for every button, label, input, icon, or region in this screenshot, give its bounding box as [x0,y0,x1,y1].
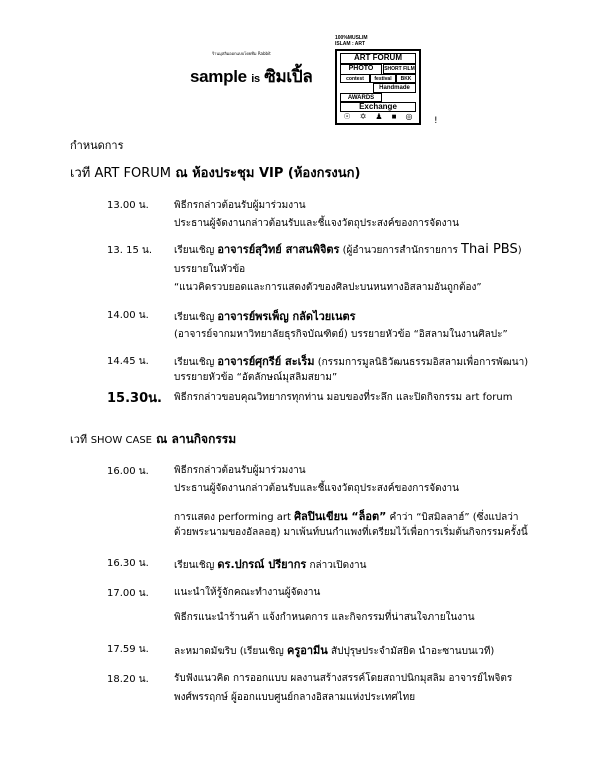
line-text: เรียนเชิญ [174,245,218,256]
stage2-name: SHOW CASE [90,435,152,446]
logo-bkk-cell: BKK [396,74,416,83]
time-label: 14.45 น. [107,356,149,367]
logo-box-top [335,35,421,49]
line-text: (ผู้อำนวยการสำนักรายการ [339,245,462,256]
time-label: 17.00 น. [107,588,149,599]
schedule-line [174,240,522,258]
schedule-line: บรรยายในหัวข้อ [174,264,246,275]
people-icon: ☉ [343,112,351,121]
schedule-heading: กำหนดการ [70,139,124,152]
exclaim-mark: ! [434,116,438,126]
line-text: เรียนเชิญ [174,312,218,323]
speaker-name: ดร.ปกรณ์ ปรียากร [217,558,307,571]
schedule-line: ด้วยพระนามของอัลลอฮฺ) มาเพ้นท์บนกำแพงที่เตรียมไว้เพื่อการเริ่มต้นกิจกรรมครั้งนี้ [174,527,528,538]
speaker-name: อาจารย์ศุกรีย์ สะเร็ม [217,355,315,368]
schedule-line: ประธานผู้จัดงานกล่าวต้อนรับและชี้แจงวัตถุประสงค์ของการจัดงาน [174,483,459,494]
time-label: 15.30น. [107,391,162,406]
stage2-prefix: เวที [70,433,91,446]
line-text: ) [517,245,522,256]
schedule-line [174,307,356,325]
globe-icon: ◎ [405,112,413,121]
speaker-name: อาจารย์สุวิทย์ สาสนพิจิตร [217,243,340,256]
logo-thai-text: ซิมเปิ้ล [264,67,313,86]
artist-name: ศิลปินเขียน “ล็อต” [294,510,387,523]
logo-box-top-line2: ISLAM : ART [335,41,366,47]
logo-is-text: is [251,73,260,85]
star-icon: ✡ [359,112,367,121]
time-label: 17.59 น. [107,644,149,655]
time-label: 16.30 น. [107,558,149,569]
logo-short-film-cell: SHORT FILM [384,66,415,72]
logo-handmade-cell: Handmade [373,83,416,93]
stage2-title [70,430,236,449]
logo-wordmark [190,63,313,90]
line-text: การแสดง performing art [174,512,295,523]
stage2-place: ณ ลานกิจกรรม [151,432,237,446]
line-text: (กรรมการมูลนิธิวัฒนธรรมอิสลามเพื่อการพัฒนา) [314,357,529,368]
time-label: 18.20 น. [107,674,149,685]
logo-festival-cell: festival [370,74,396,83]
speaker-name: ครูอามีน [287,644,328,657]
logo-photo-cell: PHOTO [340,64,382,75]
schedule-line [174,507,519,525]
art-forum-logo [335,35,421,123]
logo-contest-cell: contest [340,74,370,83]
line-text: สัปปุรุษประจำมัสยิด นำอะซานบนเวที) [327,646,495,657]
building-icon: ■ [391,112,397,121]
line-text: กล่าวเปิดงาน [306,560,367,571]
logo-box-top-line1: 100%MUSLIM [335,35,368,41]
schedule-line [174,555,366,573]
schedule-line: แนะนำให้รู้จักคณะทำงานผู้จัดงาน [174,587,321,598]
schedule-line: พิธีกรกล่าวขอบคุณวิทยากรทุกท่าน มอบของที่ระลึก และปิดกิจกรรม art forum [174,392,513,403]
time-label: 13. 15 น. [107,245,152,256]
line-text: คำว่า “บิสมิลลาฮ์” (ซึ่งแปลว่า [386,512,519,523]
logo-sample-text: sample [190,67,247,86]
stage1-name: ART FORUM [94,166,171,181]
logo-box-frame [335,49,421,125]
schedule-line: พิธีกรกล่าวต้อนรับผู้มาร่วมงาน [174,465,306,476]
schedule-line [174,641,494,659]
schedule-line: พงศ์พรรฤกษ์ ผู้ออกแบบศูนย์กลางอิสลามแห่งประเทศไทย [174,692,416,703]
line-text: เรียนเชิญ [174,357,218,368]
logo-awards-cell: AWARDS [340,93,382,102]
time-label: 16.00 น. [107,466,149,477]
time-label: 14.00 น. [107,310,149,321]
schedule-line: ประธานผู้จัดงานกล่าวต้อนรับและชี้แจงวัตถุประสงค์ของการจัดงาน [174,218,459,229]
schedule-line [174,352,528,370]
logo-tagline: ร้านมุสลิมออกแบบโดยทีม Rabbit [212,51,271,56]
stage1-title [70,162,360,183]
org-name: Thai PBS [461,242,518,257]
schedule-line: บรรยายหัวข้อ “อัตลักษณ์มุสลิมสยาม” [174,372,338,383]
schedule-line: (อาจารย์จากมหาวิทยาลัยธุรกิจบัณฑิตย์) บรรยายหัวข้อ “อิสลามในงานศิลปะ” [174,329,508,340]
speaker-name: อาจารย์พรเพ็ญ กลัดไวยเนตร [217,310,356,323]
schedule-line: รับฟังแนวคิด การออกแบบ ผลงานสร้างสรรค์โดยสถาปนิกมุสลิม อาจารย์ไพจิตร [174,673,513,684]
logo-exchange-cell: Exchange [340,102,416,112]
line-text: เรียนเชิญ [174,560,218,571]
line-text: ละหมาดมัฆริบ (เรียนเชิญ [174,646,287,657]
stage1-prefix: เวที [70,166,95,181]
stage1-room: ณ ห้องประชุม VIP (ห้องกรงนก) [170,166,361,181]
person-icon: ♟ [375,112,383,121]
time-label: 13.00 น. [107,200,149,211]
logo-title-cell: ART FORUM [340,53,416,64]
schedule-line: “แนวคิดรวบยอดและการแสดงตัวของศิลปะบนหนทางอิสลามอันถูกต้อง” [174,282,482,293]
logo-icons-row [339,112,417,121]
schedule-line: พิธีกรกล่าวต้อนรับผู้มาร่วมงาน [174,200,306,211]
schedule-line: พิธีกรแนะนำร้านค้า แจ้งกำหนดการ และกิจกรรมที่น่าสนใจภายในงาน [174,612,475,623]
